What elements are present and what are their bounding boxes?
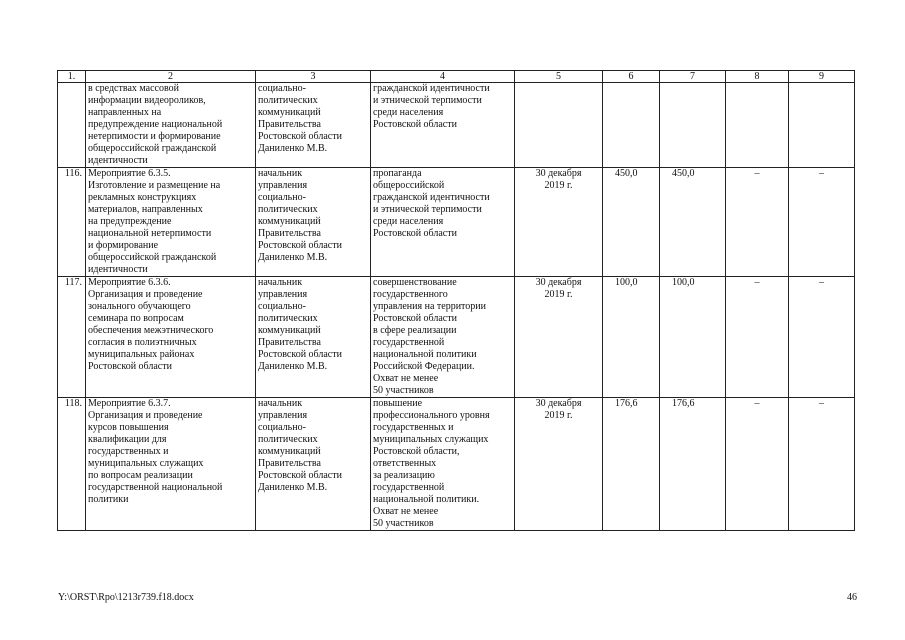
deadline-cell: 30 декабря 2019 г.: [515, 168, 603, 277]
header-cell: 3: [256, 71, 371, 83]
table-row: [58, 83, 855, 168]
footer-file-path: Y:\ORST\Rpo\1213r739.f18.docx: [58, 592, 194, 603]
header-cell: 6: [603, 71, 660, 83]
executor-cell: начальник управления социально- политических коммуникаций Правительства Ростовской области Даниленко М.В.: [256, 398, 371, 531]
deadline-cell: 30 декабря 2019 г.: [515, 398, 603, 531]
value-cell-8: –: [726, 168, 789, 277]
value-cell-6: 450,0: [603, 168, 660, 277]
result-cell: совершенствование государственного управления на территории Ростовской области в сфере реализации государственной национальной политики Российской Федерации. Охват не менее 50 участников: [371, 277, 515, 398]
row-number-cell: 118.: [58, 398, 86, 531]
value-cell-6: [603, 83, 660, 168]
header-cell: 7: [660, 71, 726, 83]
executor-cell: начальник управления социально- политических коммуникаций Правительства Ростовской области Даниленко М.В.: [256, 168, 371, 277]
result-cell: повышение профессионального уровня государственных и муниципальных служащих Ростовской области, ответственных за реализацию государственной национальной политики. Охват не менее 50 участников: [371, 398, 515, 531]
value-cell-7: [660, 83, 726, 168]
value-cell-9: –: [789, 277, 855, 398]
deadline-cell: [515, 83, 603, 168]
header-cell: 2: [86, 71, 256, 83]
executor-cell: начальник управления социально- политических коммуникаций Правительства Ростовской области Даниленко М.В.: [256, 277, 371, 398]
activity-cell: Мероприятие 6.3.7. Организация и проведение курсов повышения квалификации для государственных и муниципальных служащих по вопросам реализации государственной национальной политики: [86, 398, 256, 531]
value-cell-7: 100,0: [660, 277, 726, 398]
value-cell-8: –: [726, 277, 789, 398]
activity-cell: Мероприятие 6.3.5. Изготовление и размещение на рекламных конструкциях материалов, направленных на предупреждение национальной нетерпимости и формирование общероссийской гражданской идентичности: [86, 168, 256, 277]
deadline-cell: 30 декабря 2019 г.: [515, 277, 603, 398]
value-cell-7: 176,6: [660, 398, 726, 531]
page-number: 46: [847, 592, 857, 603]
table-row: [58, 398, 855, 531]
row-number-cell: [58, 83, 86, 168]
value-cell-7: 450,0: [660, 168, 726, 277]
value-cell-8: [726, 83, 789, 168]
header-cell: 5: [515, 71, 603, 83]
plan-table: [57, 70, 855, 531]
value-cell-9: –: [789, 398, 855, 531]
header-cell: 4: [371, 71, 515, 83]
header-cell: 1.: [58, 71, 86, 83]
executor-cell: социально- политических коммуникаций Правительства Ростовской области Даниленко М.В.: [256, 83, 371, 168]
result-cell: пропаганда общероссийской гражданской идентичности и этнической терпимости среди населения Ростовской области: [371, 168, 515, 277]
value-cell-6: 176,6: [603, 398, 660, 531]
table-header-row: [58, 71, 855, 83]
table-row: [58, 168, 855, 277]
activity-cell: в средствах массовой информации видеороликов, направленных на предупреждение национальной нетерпимости и формирование общероссийской гражданской идентичности: [86, 83, 256, 168]
result-cell: гражданской идентичности и этнической терпимости среди населения Ростовской области: [371, 83, 515, 168]
value-cell-8: –: [726, 398, 789, 531]
table-row: [58, 277, 855, 398]
header-cell: 8: [726, 71, 789, 83]
header-cell: 9: [789, 71, 855, 83]
row-number-cell: 116.: [58, 168, 86, 277]
value-cell-9: –: [789, 168, 855, 277]
value-cell-9: [789, 83, 855, 168]
row-number-cell: 117.: [58, 277, 86, 398]
activity-cell: Мероприятие 6.3.6. Организация и проведение зонального обучающего семинара по вопросам обеспечения межэтнического согласия в полиэтничных муниципальных районах Ростовской области: [86, 277, 256, 398]
value-cell-6: 100,0: [603, 277, 660, 398]
